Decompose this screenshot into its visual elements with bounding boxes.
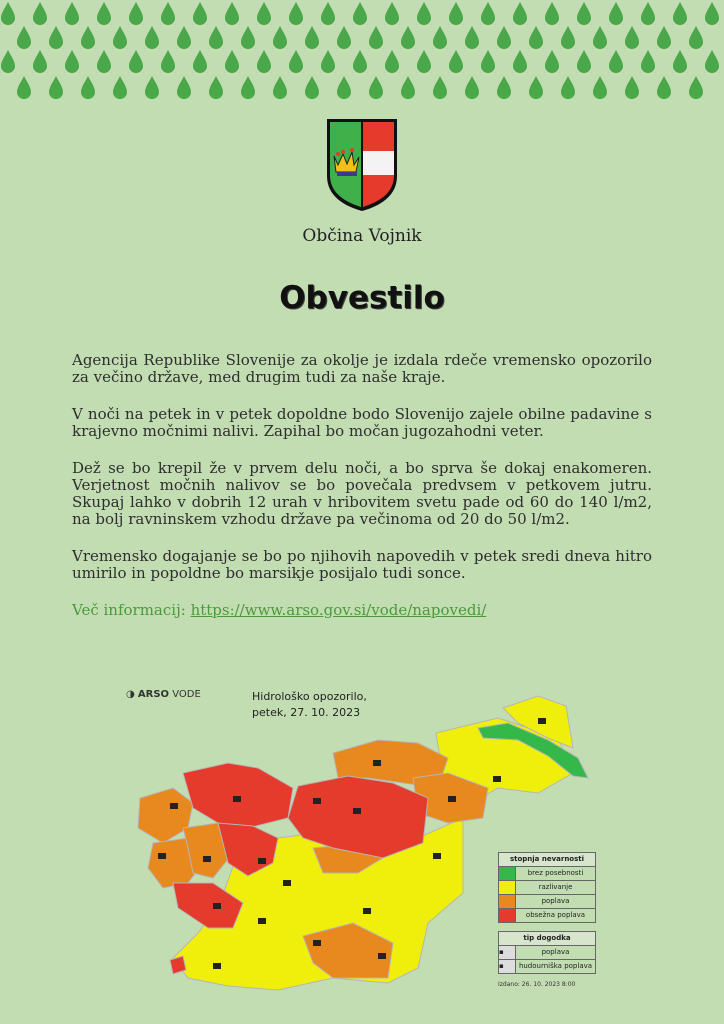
raindrop-icon: [225, 50, 239, 73]
raindrop-icon: [97, 50, 111, 73]
raindrop-icon: [561, 26, 575, 49]
map-title-line: Hidrološko opozorilo,: [252, 690, 367, 703]
raindrop-icon: [609, 50, 623, 73]
raindrop-icon: [545, 2, 559, 25]
raindrop-icon: [33, 2, 47, 25]
map-legend: [498, 852, 596, 974]
page-title: Obvestilo: [279, 280, 445, 316]
raindrop-icon: [577, 50, 591, 73]
raindrop-icon: [113, 76, 127, 99]
flood-icon: ▪: [499, 946, 516, 959]
raindrop-icon: [449, 50, 463, 73]
raindrop-icon: [625, 76, 639, 99]
coat-of-arms-logo: [326, 118, 398, 212]
raindrop-icon: [161, 50, 175, 73]
logo-icon: ◑: [126, 689, 138, 700]
raindrop-icon: [433, 76, 447, 99]
raindrop-icon: [145, 76, 159, 99]
raindrop-icon: [65, 50, 79, 73]
raindrop-icon: [337, 76, 351, 99]
legend-label: razlivanje: [538, 883, 573, 891]
legend-label: poplava: [541, 897, 570, 905]
logo-bold: ARSO: [137, 689, 170, 700]
raindrop-icon: [689, 26, 703, 49]
raindrop-icon: [449, 2, 463, 25]
raindrop-icon: [705, 50, 719, 73]
raindrop-icon: [145, 26, 159, 49]
raindrop-icon: [225, 2, 239, 25]
raindrop-icon: [17, 76, 31, 99]
legend-label: poplava: [541, 948, 570, 956]
raindrop-icon: [241, 26, 255, 49]
raindrop-icon: [113, 26, 127, 49]
paragraph: Agencija Republike Slovenije za okolje je izdala rdeče vremensko opozorilo za večino države, med drugim tudi za naše kraje.: [72, 351, 652, 386]
flash-flood-icon: ▪: [499, 960, 516, 973]
legend-swatch: [499, 895, 516, 908]
raindrop-icon: [417, 50, 431, 73]
raindrop-icon: [273, 26, 287, 49]
raindrop-icon: [305, 26, 319, 49]
raindrop-icon: [465, 26, 479, 49]
raindrop-icon: [81, 76, 95, 99]
legend-row: [498, 946, 596, 960]
raindrop-icon: [49, 76, 63, 99]
legend-row: [498, 867, 596, 881]
raindrop-icon: [177, 76, 191, 99]
raindrop-icon: [529, 26, 543, 49]
raindrop-icon: [417, 2, 431, 25]
raindrop-icon: [625, 26, 639, 49]
logo-rest: VODE: [169, 689, 201, 700]
raindrop-icon: [321, 50, 335, 73]
raindrop-icon: [177, 26, 191, 49]
raindrop-icon: [209, 26, 223, 49]
raindrop-icon: [193, 2, 207, 25]
raindrop-icon: [689, 76, 703, 99]
legend-swatch: [499, 881, 516, 894]
raindrop-icon: [129, 50, 143, 73]
raindrop-icon: [641, 50, 655, 73]
raindrop-icon: [577, 2, 591, 25]
raindrop-icon: [673, 2, 687, 25]
paragraph: Dež se bo krepil že v prvem delu noči, a bo sprva še dokaj enakomeren. Verjetnost močnih nalivov se bo povečala predvsem v petkovem jutru. Skupaj lahko v dobrih 12 urah v hribovitem svetu pade od 60 do 140 l/m2, na bolj ravninskem vzhodu države pa večinoma od 20 do 50 l/m2.: [72, 459, 652, 528]
raindrop-icon: [305, 76, 319, 99]
raindrop-icon: [609, 2, 623, 25]
legend-level-header: stopnja nevarnosti: [498, 852, 596, 867]
raindrop-icon: [257, 2, 271, 25]
raindrop-icon: [321, 2, 335, 25]
paragraph: V noči na petek in v petek dopoldne bodo Slovenijo zajele obilne padavine s krajevno močnimi nalivi. Zapihal bo močan jugozahodni veter.: [72, 405, 652, 440]
more-info: [72, 602, 652, 619]
raindrop-icon: [337, 26, 351, 49]
map-title-line: petek, 27. 10. 2023: [252, 706, 361, 719]
raindrop-icon: [65, 2, 79, 25]
raindrop-icon: [209, 76, 223, 99]
raindrop-icon: [529, 76, 543, 99]
raindrop-icon: [481, 50, 495, 73]
raindrop-icon: [369, 76, 383, 99]
legend-row: [498, 960, 596, 974]
raindrop-icon: [353, 50, 367, 73]
more-info-link[interactable]: https://www.arso.gov.si/vode/napovedi/: [190, 601, 487, 619]
raindrop-icon: [513, 50, 527, 73]
legend-row: [498, 881, 596, 895]
legend-label: obsežna poplava: [525, 911, 586, 919]
raindrop-icon: [465, 76, 479, 99]
raindrop-icon: [545, 50, 559, 73]
raindrop-icon: [369, 26, 383, 49]
raindrop-icon: [641, 2, 655, 25]
legend-row: [498, 895, 596, 909]
raindrop-icon: [17, 26, 31, 49]
raindrop-icon: [513, 2, 527, 25]
raindrop-icon: [193, 50, 207, 73]
raindrop-icon: [657, 26, 671, 49]
raindrop-icon: [81, 26, 95, 49]
raindrop-icon: [561, 76, 575, 99]
raindrop-icon: [33, 50, 47, 73]
map-title: [252, 689, 367, 721]
raindrop-icon: [497, 26, 511, 49]
raindrop-icon: [129, 2, 143, 25]
raindrop-icon: [433, 26, 447, 49]
raindrop-icon: [657, 76, 671, 99]
raindrop-icon: [289, 50, 303, 73]
raindrop-icon: [385, 2, 399, 25]
paragraph: Vremensko dogajanje se bo po njihovih napovedih v petek sredi dneva hitro umirilo in popoldne bo marsikje posijalo tudi sonce.: [72, 547, 652, 582]
raindrop-icon: [273, 76, 287, 99]
raindrop-icon: [673, 50, 687, 73]
map-region-red: [183, 763, 293, 828]
raindrop-icon: [289, 2, 303, 25]
raindrop-icon: [1, 50, 15, 73]
announcement-body: [72, 352, 652, 639]
raindrop-icon: [593, 26, 607, 49]
raindrop-icon: [353, 2, 367, 25]
raindrop-icon: [49, 26, 63, 49]
raindrop-icon: [593, 76, 607, 99]
legend-swatch: [499, 909, 516, 922]
legend-label: hudourniška poplava: [518, 962, 593, 970]
legend-label: brez posebnosti: [527, 869, 584, 877]
raindrop-icon: [161, 2, 175, 25]
raindrop-icon: [705, 2, 719, 25]
raindrop-icon: [401, 76, 415, 99]
legend-event-header: tip dogodka: [498, 931, 596, 946]
raindrop-icon: [257, 50, 271, 73]
raindrop-icon: [497, 76, 511, 99]
raindrop-icon: [241, 76, 255, 99]
arso-logo: [126, 689, 201, 700]
municipality-name: Občina Vojnik: [302, 226, 422, 246]
raindrop-icon: [1, 2, 15, 25]
raindrop-icon: [481, 2, 495, 25]
legend-row: [498, 909, 596, 923]
legend-swatch: [499, 867, 516, 880]
raindrop-icon: [385, 50, 399, 73]
issued-date: Izdano: 26. 10. 2023 8:00: [498, 981, 576, 988]
raindrop-icon: [97, 2, 111, 25]
raindrop-pattern: [0, 0, 724, 110]
more-info-label: Več informacij:: [72, 601, 191, 619]
raindrop-icon: [401, 26, 415, 49]
